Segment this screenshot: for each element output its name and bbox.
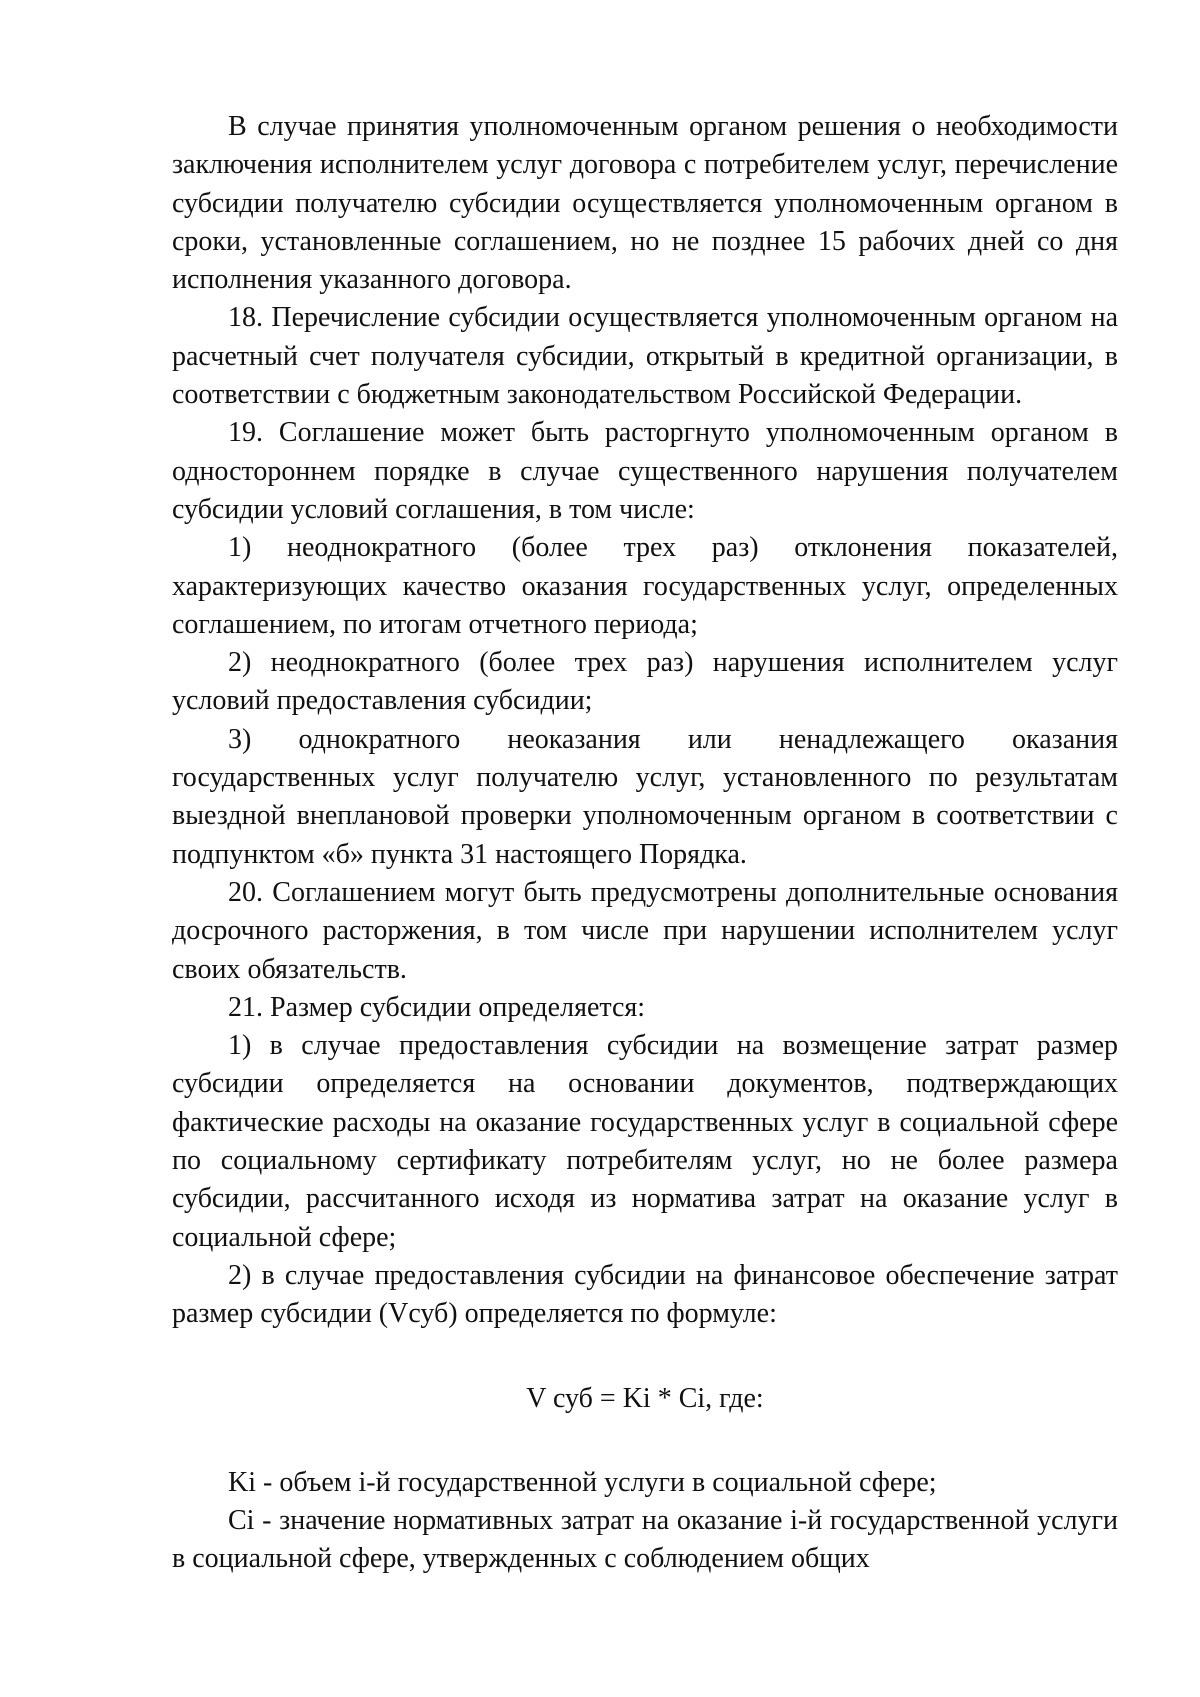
definition-ki: Ki - объем i-й государственной услуги в социальной сфере;: [228, 1466, 937, 1498]
paragraph-19-item-3: 3) однократного неоказания или ненадлежащего оказания государственных услуг получателю услуг, установленного по результатам выездной внеплановой проверки уполномоченным органом в соответствии с подпунктом «б» пункта 31 настоящего Порядка.: [172, 723, 1118, 870]
paragraph-18: 18. Перечисление субсидии осуществляется уполномоченным органом на расчетный счет получателя субсидии, открытый в кредитной организации, в соответствии с бюджетным законодательством Российской Федерации.: [172, 302, 1118, 411]
subsidy-formula: V суб = Ki * Ci, где:: [526, 1382, 764, 1414]
paragraph-subsidy-transfer-contract: В случае принятия уполномоченным органом решения о необходимости заключения исполнителем услуг договора с потребителем услуг, перечисление субсидии получателю субсидии осуществляется уполномоченным органом в сроки, установленные соглашением, но не позднее 15 рабочих дней со дня исполнения указанного договора.: [172, 111, 1118, 296]
paragraph-19: 19. Соглашение может быть расторгнуто уполномоченным органом в одностороннем порядке в случае существенного нарушения получателем субсидии условий соглашения, в том числе:: [172, 417, 1118, 525]
document-page: [172, 108, 1118, 1579]
definition-ci: Ci - значение нормативных затрат на оказание i-й государственной услуги в социальной сфере, утвержденных с соблюдением общих: [172, 1505, 1118, 1575]
paragraph-19-item-1: 1) неоднократного (более трех раз) отклонения показателей, характеризующих качество оказания государственных услуг, определенных соглашением, по итогам отчетного периода;: [172, 532, 1118, 640]
paragraph-21: 21. Размер субсидии определяется:: [228, 991, 646, 1023]
paragraph-21-item-1: 1) в случае предоставления субсидии на возмещение затрат размер субсидии определяется на основании документов, подтверждающих фактические расходы на оказание государственных услуг в социальной сфере по социальному сертификату потребителям услуг, но не более размера субсидии, рассчитанного исходя из норматива затрат на оказание услуг в социальной сфере;: [172, 1030, 1118, 1253]
paragraph-20: 20. Соглашением могут быть предусмотрены дополнительные основания досрочного расторжения, в том числе при нарушении исполнителем услуг своих обязательств.: [172, 876, 1118, 985]
paragraph-21-item-2: 2) в случае предоставления субсидии на финансовое обеспечение затрат размер субсидии (Vсуб) определяется по формуле:: [172, 1259, 1118, 1330]
paragraph-19-item-2: 2) неоднократного (более трех раз) нарушения исполнителем услуг условий предоставления субсидии;: [172, 647, 1118, 717]
